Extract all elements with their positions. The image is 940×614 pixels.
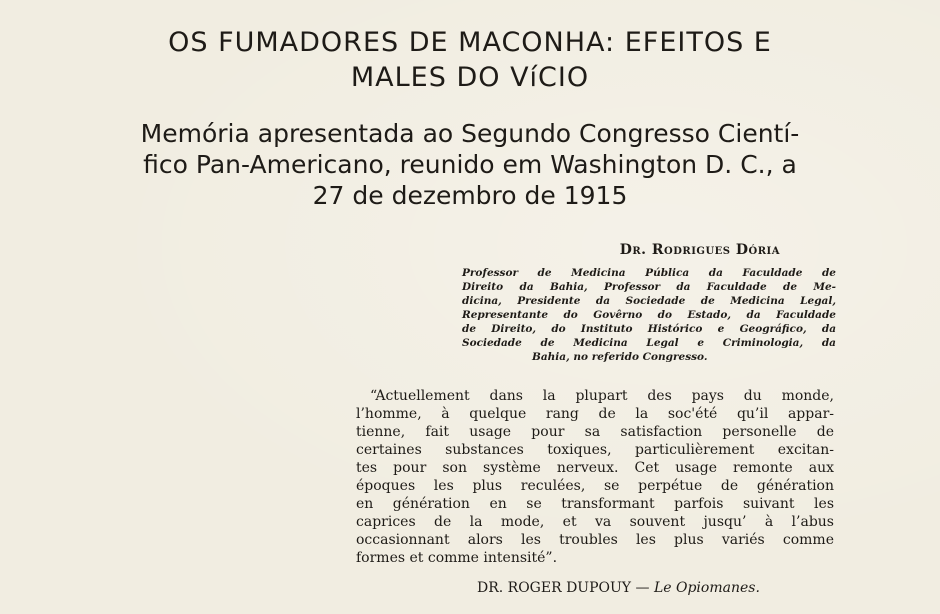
affiliation-line: dicina, Presidente da Sociedade de Medicina Legal, xyxy=(462,295,836,307)
epigraph-attribution xyxy=(477,580,760,596)
epigraph-line: en génération en se transformant parfois suivant les xyxy=(356,496,834,512)
affiliation-line: Direito da Bahia, Professor da Faculdade de Me- xyxy=(462,281,836,293)
article-title-line-2: MALES DO VíCIO xyxy=(350,62,590,93)
epigraph-line: caprices de la mode, et va souvent jusqu’ à l’abus xyxy=(356,514,834,530)
affiliation-line: Bahia, no referido Congresso. xyxy=(532,351,708,363)
epigraph-work-title: Le Opiomanes. xyxy=(653,580,760,596)
subtitle-line-1: Memória apresentada ao Segundo Congresso Cientí- xyxy=(140,119,800,148)
epigraph-line: certaines substances toxiques, particulièrement excitan- xyxy=(356,442,834,458)
epigraph-line: occasionnant alors les troubles les plus variés comme xyxy=(356,532,834,548)
affiliation-line: Professor de Medicina Pública da Faculdade de xyxy=(462,267,836,279)
affiliation-line: de Direito, do Instituto Histórico e Geográfico, da xyxy=(462,323,836,335)
epigraph-line: l’homme, à quelque rang de la soc'été qu’il appar- xyxy=(356,406,834,422)
epigraph-line: époques les plus reculées, se perpétue de génération xyxy=(356,478,834,494)
epigraph-line: formes et comme intensité”. xyxy=(356,550,558,566)
epigraph-line: tienne, fait usage pour sa satisfaction personelle de xyxy=(356,424,834,440)
author-name: Dr. Rodrigues Dória xyxy=(619,242,780,258)
subtitle-line-2: fico Pan-Americano, reunido em Washington D. C., a xyxy=(143,150,797,179)
epigraph-line: “Actuellement dans la plupart des pays du monde, xyxy=(370,388,834,404)
article-title-line-1: OS FUMADORES DE MACONHA: EFEITOS E xyxy=(168,27,772,58)
epigraph-line: tes pour son système nerveux. Cet usage remonte aux xyxy=(356,460,834,476)
epigraph-author: DR. ROGER DUPOUY — xyxy=(477,580,650,596)
subtitle-line-3: 27 de dezembro de 1915 xyxy=(312,181,628,210)
affiliation-line: Sociedade de Medicina Legal e Criminologia, da xyxy=(462,337,836,349)
affiliation-line: Representante do Govêrno do Estado, da Faculdade xyxy=(462,309,836,321)
